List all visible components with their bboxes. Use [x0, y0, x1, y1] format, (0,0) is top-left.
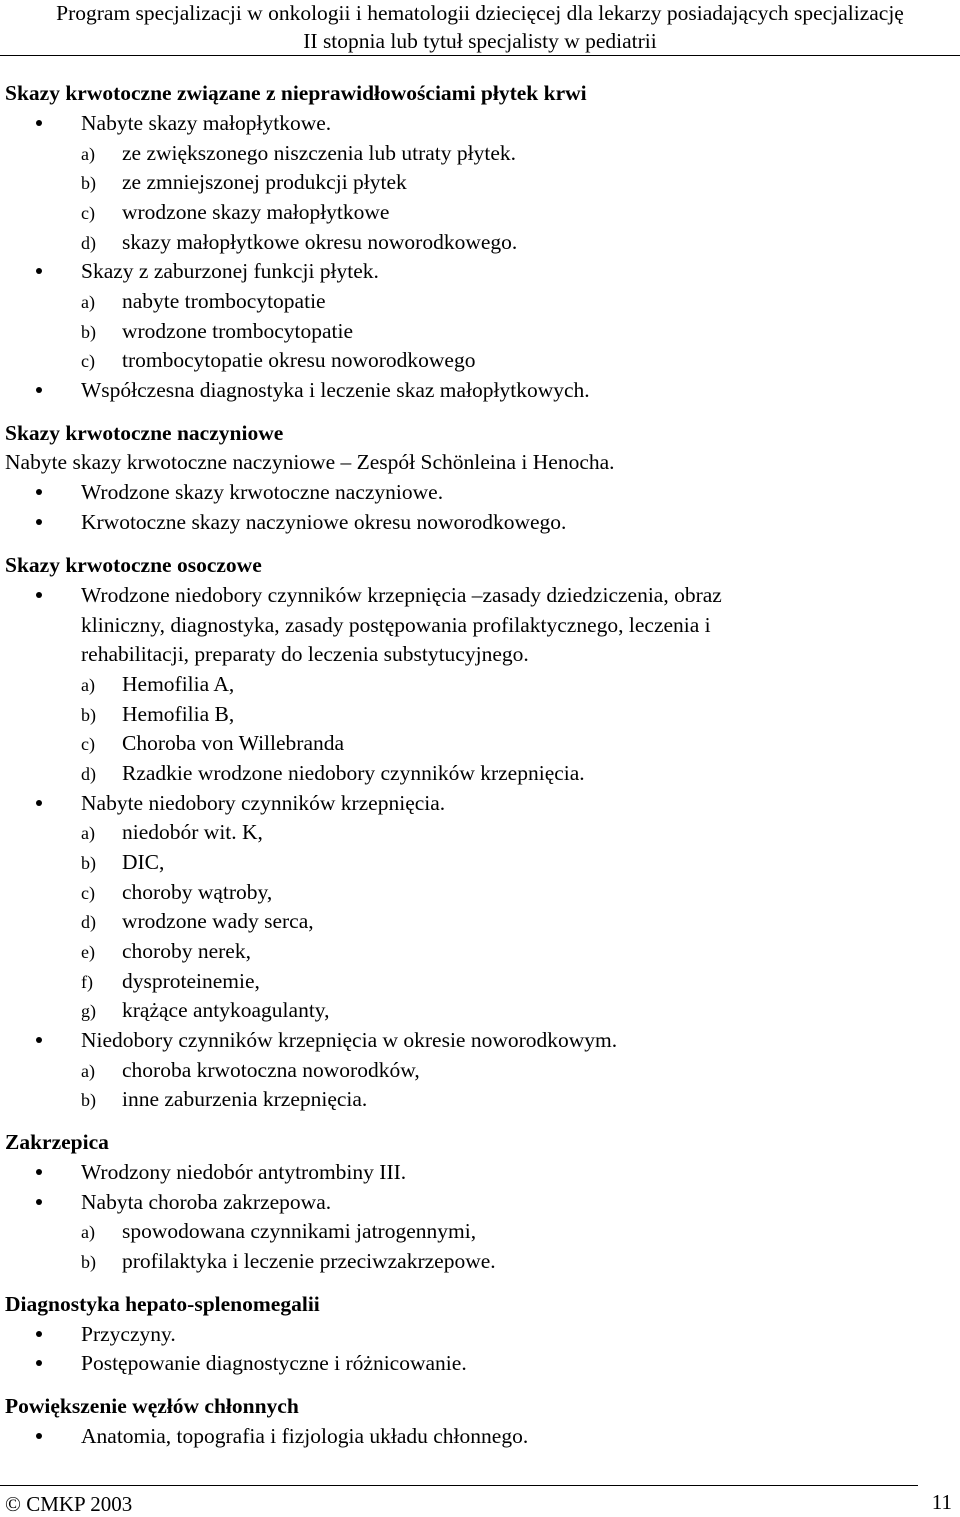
bullet-item: Wrodzony niedobór antytrombiny III. [0, 1157, 960, 1187]
bullet-item: Współczesna diagnostyka i leczenie skaz małopłytkowych. [0, 375, 960, 405]
bullet-item: Skazy z zaburzonej funkcji płytek. [0, 256, 960, 286]
footer-copyright: © CMKP 2003 [5, 1492, 133, 1516]
list-item: a) nabyte trombocytopatie [81, 289, 326, 313]
bullet-item: Postępowanie diagnostyczne i różnicowanie. [0, 1348, 960, 1378]
bullet-icon [36, 592, 42, 598]
bullet-icon [36, 1169, 42, 1175]
section-heading-hepatosplenomegaly: Diagnostyka hepato-splenomegalii [5, 1292, 320, 1316]
section-heading-vascular: Skazy krwotoczne naczyniowe [5, 421, 284, 445]
bullet-icon [36, 387, 42, 393]
list-item: a) ze zwiększonego niszczenia lub utraty płytek. [81, 141, 517, 165]
list-item: b) DIC, [81, 850, 165, 874]
bullet-icon [36, 120, 42, 126]
bullet-item: Nabyta choroba zakrzepowa. [0, 1187, 960, 1217]
bullet-item: Nabyte niedobory czynników krzepnięcia. [0, 788, 960, 818]
list-item: b) inne zaburzenia krzepnięcia. [81, 1087, 368, 1111]
list-item: c) choroby wątroby, [81, 880, 273, 904]
bullet-icon [36, 1199, 42, 1205]
bullet-icon [36, 1037, 42, 1043]
bullet-icon [36, 1433, 42, 1439]
bullet-item: Wrodzone niedobory czynników krzepnięcia –zasady dziedziczenia, obraz [0, 580, 960, 610]
list-item: a) spowodowana czynnikami jatrogennymi, [81, 1219, 477, 1243]
list-item: d) skazy małopłytkowe okresu noworodkowego. [81, 230, 518, 254]
bullet-icon [36, 519, 42, 525]
header-line-2: II stopnia lub tytuł specjalisty w pediatrii [303, 29, 657, 53]
bullet-icon [36, 268, 42, 274]
bullet-icon [36, 800, 42, 806]
page-number: 11 [931, 1490, 952, 1514]
list-item: c) Choroba von Willebranda [81, 731, 345, 755]
header-rule [0, 55, 960, 56]
list-item: a) choroba krwotoczna noworodków, [81, 1058, 420, 1082]
bullet-icon [36, 1360, 42, 1366]
list-item: g) krążące antykoagulanty, [81, 998, 330, 1022]
bullet-item: Przyczyny. [0, 1319, 960, 1349]
bullet-icon [36, 1331, 42, 1337]
list-item: a) Hemofilia A, [81, 672, 235, 696]
list-item: c) wrodzone skazy małopłytkowe [81, 200, 390, 224]
bullet-continuation: kliniczny, diagnostyka, zasady postępowania profilaktycznego, leczenia i [81, 613, 711, 637]
bullet-item: Wrodzone skazy krwotoczne naczyniowe. [0, 477, 960, 507]
section-heading-lymph-nodes: Powiększenie węzłów chłonnych [5, 1394, 299, 1418]
section-heading-plasma: Skazy krwotoczne osoczowe [5, 553, 262, 577]
list-item: b) Hemofilia B, [81, 702, 235, 726]
bullet-continuation: rehabilitacji, preparaty do leczenia substytucyjnego. [81, 642, 529, 666]
list-item: a) niedobór wit. K, [81, 820, 263, 844]
list-item: b) wrodzone trombocytopatie [81, 319, 354, 343]
section-heading-thrombosis: Zakrzepica [5, 1130, 109, 1154]
list-item: d) wrodzone wady serca, [81, 909, 314, 933]
header-line-1: Program specjalizacji w onkologii i hematologii dziecięcej dla lekarzy posiadających specjalizację [56, 1, 904, 25]
paragraph-line: Nabyte skazy krwotoczne naczyniowe – Zespół Schönleina i Henocha. [5, 450, 615, 474]
list-item: c) trombocytopatie okresu noworodkowego [81, 348, 476, 372]
list-item: e) choroby nerek, [81, 939, 251, 963]
bullet-item: Nabyte skazy małopłytkowe. [0, 108, 960, 138]
bullet-item: Anatomia, topografia i fizjologia układu chłonnego. [0, 1421, 960, 1451]
list-item: b) profilaktyka i leczenie przeciwzakrzepowe. [81, 1249, 496, 1273]
bullet-icon [36, 489, 42, 495]
list-item: d) Rzadkie wrodzone niedobory czynników krzepnięcia. [81, 761, 585, 785]
list-item: b) ze zmniejszonej produkcji płytek [81, 170, 407, 194]
footer-rule [0, 1485, 918, 1486]
list-item: f) dysproteinemie, [81, 969, 260, 993]
page-header [0, 0, 960, 56]
bullet-item: Krwotoczne skazy naczyniowe okresu noworodkowego. [0, 507, 960, 537]
section-heading-platelet-disorders: Skazy krwotoczne związane z nieprawidłowościami płytek krwi [5, 81, 587, 105]
bullet-item: Niedobory czynników krzepnięcia w okresie noworodkowym. [0, 1025, 960, 1055]
